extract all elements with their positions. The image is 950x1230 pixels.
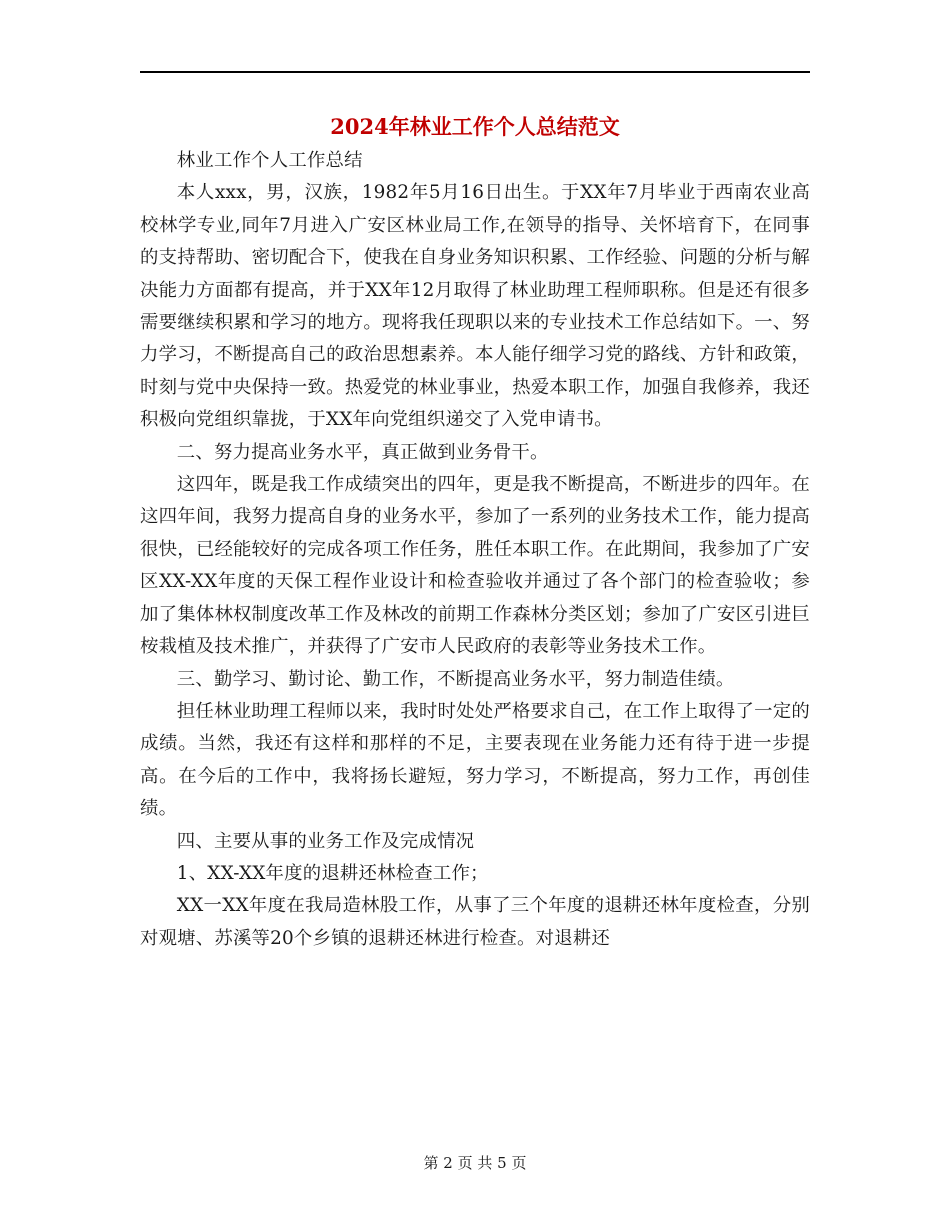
page-number: 第 2 页 共 5 页 bbox=[423, 1154, 527, 1172]
paragraph-item-1: 1、XX-XX年度的退耕还林检查工作； bbox=[176, 862, 489, 884]
paragraph-four-years: 这四年，既是我工作成绩突出的四年，更是我不断提高，不断进步的四年。在这四年间，我努力提高自身的业务水平，参加了一系列的业务技术工作，能力提高很快，已经能较好的完成各项工作任务，胜任本职工作。在此期间，我参加了广安区XX-XX年度的天保工程作业设计和检查验收并通过了各个部门的检查验收；参加了集体林权制度改革工作及林改的前期工作森林分类区划；参加了广安区引进巨桉栽植及技术推广，并获得了广安市人民政府的表彰等业务技术工作。 bbox=[140, 474, 810, 658]
paragraph-self-assessment: 担任林业助理工程师以来，我时时处处严格要求自己，在工作上取得了一定的成绩。当然，我还有这样和那样的不足，主要表现在业务能力还有待于进一步提高。在今后的工作中，我将扬长避短，努力学习，不断提高，努力工作，再创佳绩。 bbox=[140, 700, 810, 820]
document-body bbox=[140, 145, 810, 955]
paragraph-subtitle: 林业工作个人工作总结 bbox=[176, 150, 363, 171]
paragraph-heading-2: 二、努力提高业务水平，真正做到业务骨干。 bbox=[176, 441, 549, 463]
paragraph-heading-4: 四、主要从事的业务工作及完成情况 bbox=[176, 830, 475, 852]
paragraph-inspection: XX一XX年度在我局造林股工作，从事了三个年度的退耕还林年度检查，分别对观塘、苏溪等20个乡镇的退耕还林进行检查。对退耕还 bbox=[140, 895, 810, 949]
paragraph-intro: 本人xxx，男，汉族，1982年5月16日出生。于XX年7月毕业于西南农业高校林学专业,同年7月进入广安区林业局工作,在领导的指导、关怀培育下，在同事的支持帮助、密切配合下，使我在自身业务知识积累、工作经验、问题的分析与解决能力方面都有提高，并于XX年12月取得了林业助理工程师职称。但是还有很多需要继续积累和学习的地方。现将我任现职以来的专业技术工作总结如下。一、努力学习，不断提高自己的政治思想素养。本人能仔细学习党的路线、方针和政策，时刻与党中央保持一致。热爱党的林业事业，热爱本职工作，加强自我修养，我还积极向党组织靠拢，于XX年向党组织递交了入党申请书。 bbox=[140, 182, 810, 431]
paragraph-heading-3: 三、勤学习、勤讨论、勤工作，不断提高业务水平，努力制造佳绩。 bbox=[176, 668, 735, 690]
document-title: 2024年林业工作个人总结范文 bbox=[330, 114, 620, 139]
header-divider bbox=[140, 71, 810, 73]
